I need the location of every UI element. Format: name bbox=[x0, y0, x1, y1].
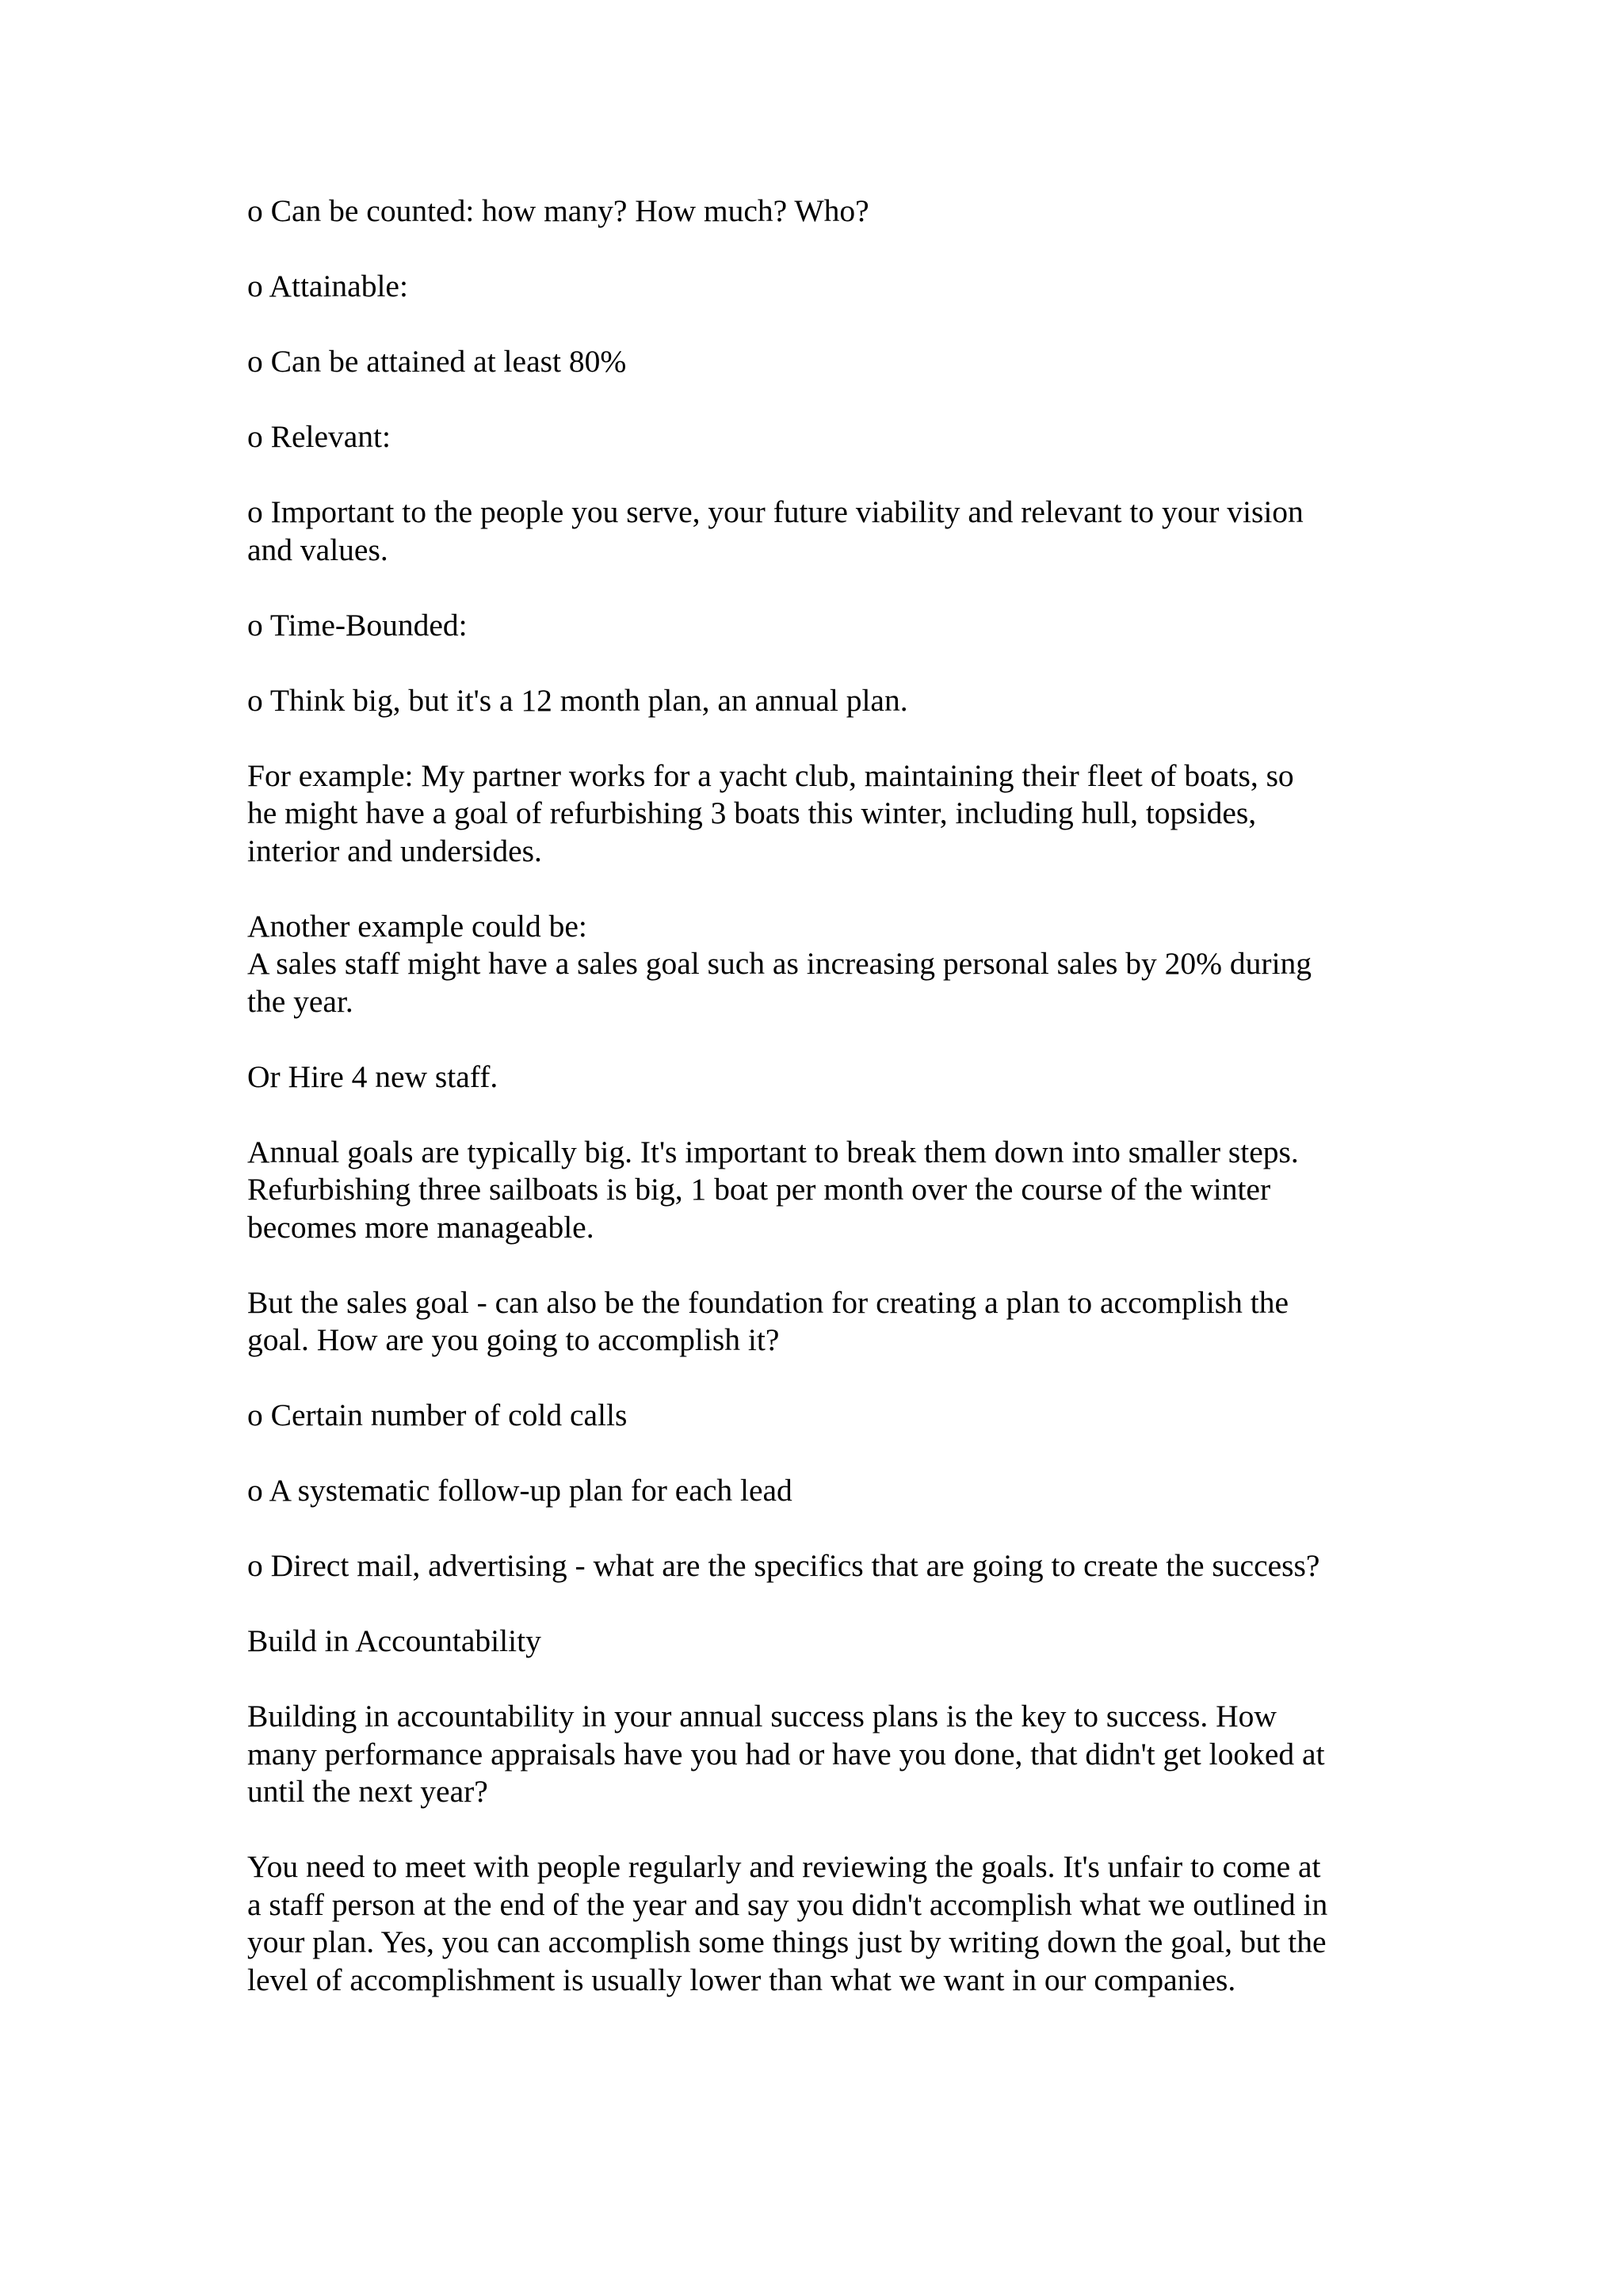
bullet-direct-mail bbox=[247, 1547, 1388, 1585]
text-line: until the next year? bbox=[247, 1774, 488, 1809]
text-line: A sales staff might have a sales goal such as increasing personal sales by 20% during bbox=[247, 946, 1312, 981]
text-line: Refurbishing three sailboats is big, 1 boat per month over the course of the winter bbox=[247, 1172, 1271, 1207]
text-line: a staff person at the end of the year and say you didn't accomplish what we outlined in bbox=[247, 1886, 1328, 1922]
text-line: o Certain number of cold calls bbox=[247, 1398, 628, 1432]
bullet-attainable-heading bbox=[247, 268, 1388, 306]
document-body bbox=[247, 193, 1388, 2037]
paragraph-hire-staff bbox=[247, 1058, 1388, 1097]
text-line: goal. How are you going to accomplish it? bbox=[247, 1322, 780, 1357]
text-line: You need to meet with people regularly and reviewing the goals. It's unfair to come at bbox=[247, 1849, 1321, 1884]
text-line: becomes more manageable. bbox=[247, 1209, 594, 1245]
paragraph-sales-goal-plan bbox=[247, 1284, 1388, 1360]
text-line: Annual goals are typically big. It's important to break them down into smaller steps. bbox=[247, 1134, 1299, 1169]
bullet-time-bounded-heading bbox=[247, 607, 1388, 645]
text-line: your plan. Yes, you can accomplish some things just by writing down the goal, but the bbox=[247, 1924, 1327, 1959]
text-line: o Important to the people you serve, your future viability and relevant to your vision bbox=[247, 494, 1304, 529]
text-line: o Time-Bounded: bbox=[247, 607, 468, 643]
text-line: he might have a goal of refurbishing 3 boats this winter, including hull, topsides, bbox=[247, 795, 1257, 830]
text-line: o Attainable: bbox=[247, 269, 408, 303]
section-heading-accountability bbox=[247, 1623, 1388, 1661]
bullet-countable bbox=[247, 193, 1388, 231]
bullet-attainable-detail bbox=[247, 343, 1388, 381]
text-line: o Direct mail, advertising - what are the specifics that are going to create the success? bbox=[247, 1548, 1320, 1583]
paragraph-annual-goals bbox=[247, 1134, 1388, 1247]
paragraph-example-sales bbox=[247, 908, 1388, 1021]
text-line: many performance appraisals have you had or have you done, that didn't get looked at bbox=[247, 1736, 1325, 1772]
text-line: level of accomplishment is usually lower than what we want in our companies. bbox=[247, 1962, 1236, 1997]
text-line: Build in Accountability bbox=[247, 1623, 541, 1658]
bullet-follow-up-plan bbox=[247, 1472, 1388, 1510]
bullet-relevant-heading bbox=[247, 418, 1388, 456]
paragraph-example-yacht bbox=[247, 757, 1388, 871]
text-line: o A systematic follow-up plan for each lead bbox=[247, 1473, 792, 1508]
bullet-relevant-detail bbox=[247, 494, 1388, 569]
paragraph-meet-regularly bbox=[247, 1848, 1388, 1999]
text-line: o Can be attained at least 80% bbox=[247, 344, 627, 379]
text-line: For example: My partner works for a yacht club, maintaining their fleet of boats, so bbox=[247, 757, 1294, 793]
paragraph-accountability bbox=[247, 1698, 1388, 1811]
text-line: interior and undersides. bbox=[247, 833, 542, 868]
bullet-cold-calls bbox=[247, 1397, 1388, 1435]
text-line: But the sales goal - can also be the foundation for creating a plan to accomplish the bbox=[247, 1284, 1289, 1320]
text-line: Or Hire 4 new staff. bbox=[247, 1058, 498, 1094]
text-line: and values. bbox=[247, 532, 388, 567]
text-line: Another example could be: bbox=[247, 908, 587, 944]
text-line: o Can be counted: how many? How much? Who? bbox=[247, 193, 869, 228]
text-line: o Relevant: bbox=[247, 419, 391, 454]
text-line: the year. bbox=[247, 983, 353, 1019]
text-line: Building in accountability in your annual success plans is the key to success. How bbox=[247, 1699, 1277, 1733]
bullet-time-bounded-detail bbox=[247, 682, 1388, 720]
text-line: o Think big, but it's a 12 month plan, an annual plan. bbox=[247, 682, 908, 718]
